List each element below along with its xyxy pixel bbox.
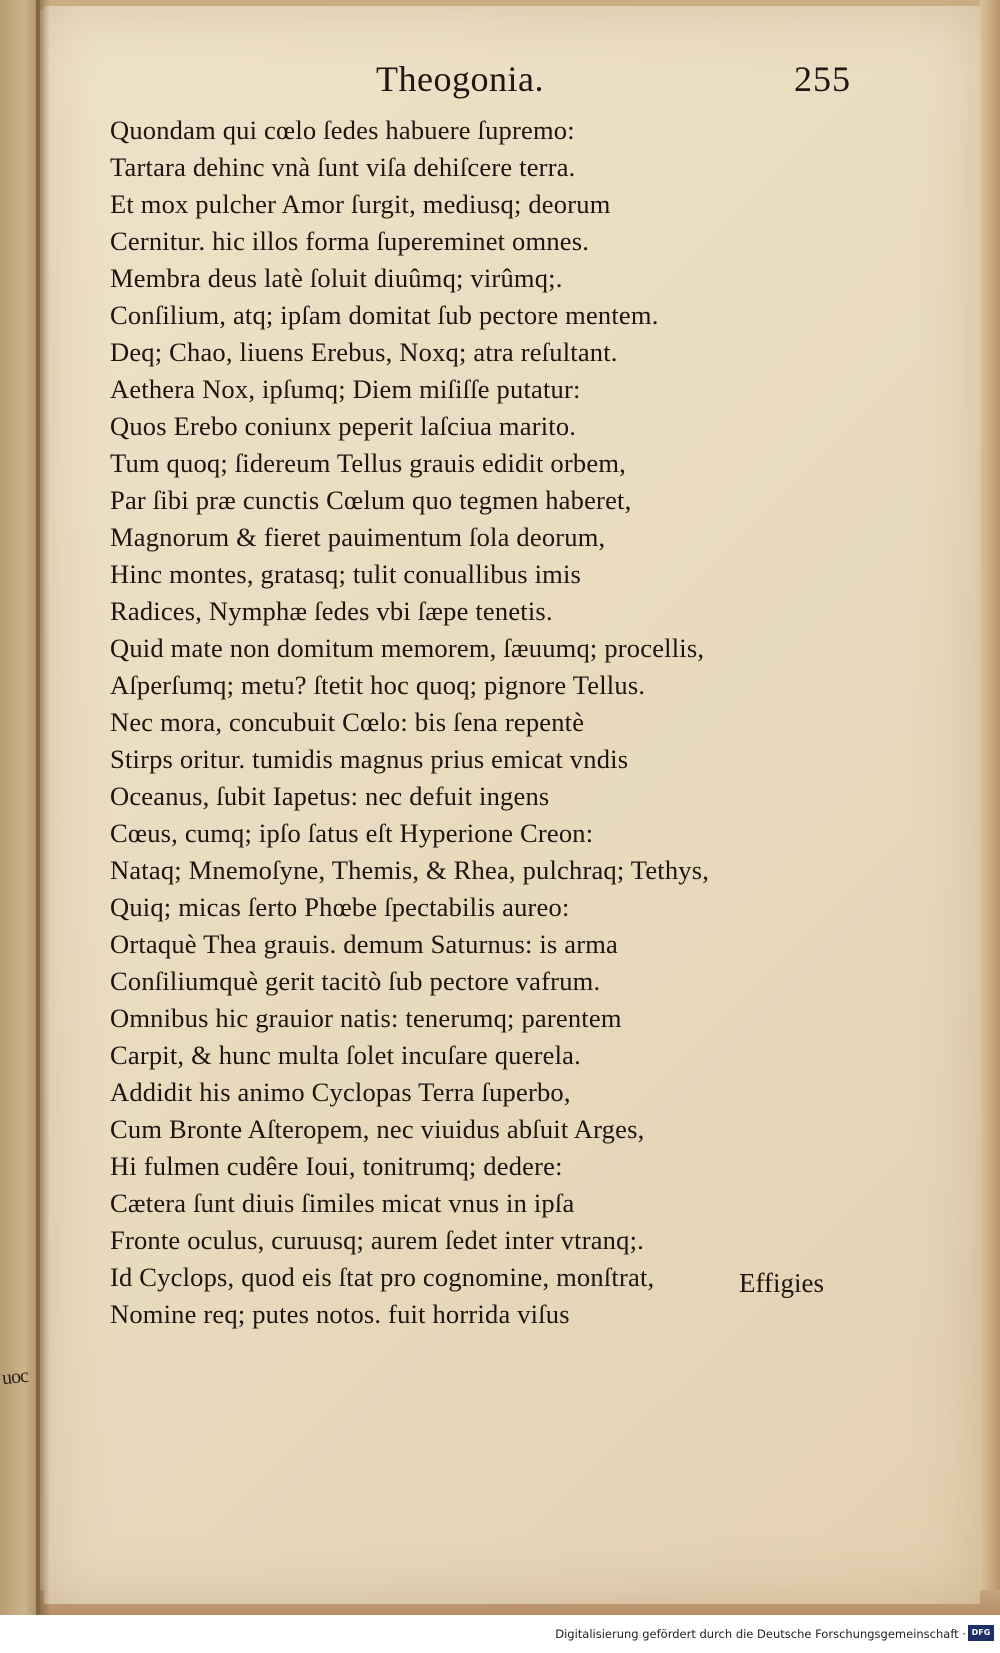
page-number: 255 — [794, 59, 851, 99]
verse-line: Id Cyclops, quod eis ſtat pro cognomine, monſtrat, — [110, 1262, 655, 1292]
verse-line: Omnibus hic grauior natis: tenerumq; parentem — [110, 1003, 622, 1033]
verse-line: Stirps oritur. tumidis magnus prius emicat vndis — [110, 744, 629, 774]
verse-line: Et mox pulcher Amor ſurgit, mediusq; deorum — [110, 189, 611, 219]
verse-line: Membra deus latè ſoluit diuûmq; virûmq;. — [110, 263, 563, 293]
verse-line: Cum Bronte Aſteropem, nec viuidus abſuit Arges, — [110, 1114, 645, 1144]
verse-line: Ortaquè Thea grauis. demum Saturnus: is arma — [110, 929, 619, 959]
verse-line: Cernitur. hic illos forma ſupereminet omnes. — [110, 226, 590, 256]
verse-text-block — [110, 112, 970, 1333]
verse-line: Quiq; micas ſerto Phœbe ſpectabilis aureo: — [110, 892, 570, 922]
verse-line: Par ſibi præ cunctis Cœlum quo tegmen haberet, — [110, 485, 632, 515]
verse-line: Hinc montes, gratasq; tulit conuallibus imis — [110, 559, 582, 589]
verse-line: Fronte oculus, curuusq; aurem ſedet inter vtranq;. — [110, 1225, 644, 1255]
verse-line: Addidit his animo Cyclopas Terra ſuperbo, — [110, 1077, 571, 1107]
verse-line: Deq; Chao, liuens Erebus, Noxq; atra reſultant. — [110, 337, 618, 367]
funding-credit: Digitalisierung gefördert durch die Deutsche Forschungsgemeinschaft · — [555, 1627, 966, 1641]
facing-page-edge — [0, 0, 40, 1615]
verse-line: Tartara dehinc vnà ſunt viſa dehiſcere terra. — [110, 152, 576, 182]
digitization-footer — [0, 1615, 1000, 1653]
verse-line: Conſilium, atq; ipſam domitat ſub pectore mentem. — [110, 300, 659, 330]
verse-line: Nomine req; putes notos. fuit horrida viſus — [110, 1299, 570, 1329]
running-head — [84, 58, 980, 108]
verse-line: Radices, Nymphæ ſedes vbi ſæpe tenetis. — [110, 596, 553, 626]
verse-line: Quid mate non domitum memorem, ſæuumq; procellis, — [110, 633, 705, 663]
verse-line: Hi fulmen cudêre Ioui, tonitrumq; dedere: — [110, 1151, 563, 1181]
verse-line: Cætera ſunt diuis ſimiles micat vnus in ipſa — [110, 1188, 575, 1218]
verse-line: Magnorum & fieret pauimentum ſola deorum, — [110, 522, 606, 552]
verse-line: Tum quoq; ſidereum Tellus grauis edidit orbem, — [110, 448, 626, 478]
verse-line: Aethera Nox, ipſumq; Diem miſiſſe putatur: — [110, 374, 581, 404]
verse-line: Oceanus, ſubit Iapetus: nec defuit ingens — [110, 781, 550, 811]
running-head-title: Theogonia. — [376, 59, 544, 99]
verse-line: Quos Erebo coniunx peperit laſciua marito. — [110, 411, 577, 441]
verse-line: Aſperſumq; metu? ſtetit hoc quoq; pignore Tellus. — [110, 670, 646, 700]
gutter-shadow — [36, 0, 50, 1615]
verse-line: Conſiliumquè gerit tacitò ſub pectore vafrum. — [110, 966, 601, 996]
verse-line: Nec mora, concubuit Cœlo: bis ſena repentè — [110, 707, 585, 737]
verse-line: Carpit, & hunc multa ſolet incuſare querela. — [110, 1040, 581, 1070]
verse-line: Quondam qui cœlo ſedes habuere ſupremo: — [110, 115, 575, 145]
catchword: Effigies — [739, 1268, 824, 1298]
verse-line: Cœus, cumq; ipſo ſatus eſt Hyperione Creon: — [110, 818, 594, 848]
verse-line: Nataq; Mnemoſyne, Themis, & Rhea, pulchraq; Tethys, — [110, 855, 710, 885]
page-right-edge — [980, 0, 1000, 1615]
facing-page-fragment: uoc — [0, 1364, 29, 1390]
book-page — [44, 6, 980, 1604]
dfg-logo: DFG — [968, 1625, 994, 1641]
